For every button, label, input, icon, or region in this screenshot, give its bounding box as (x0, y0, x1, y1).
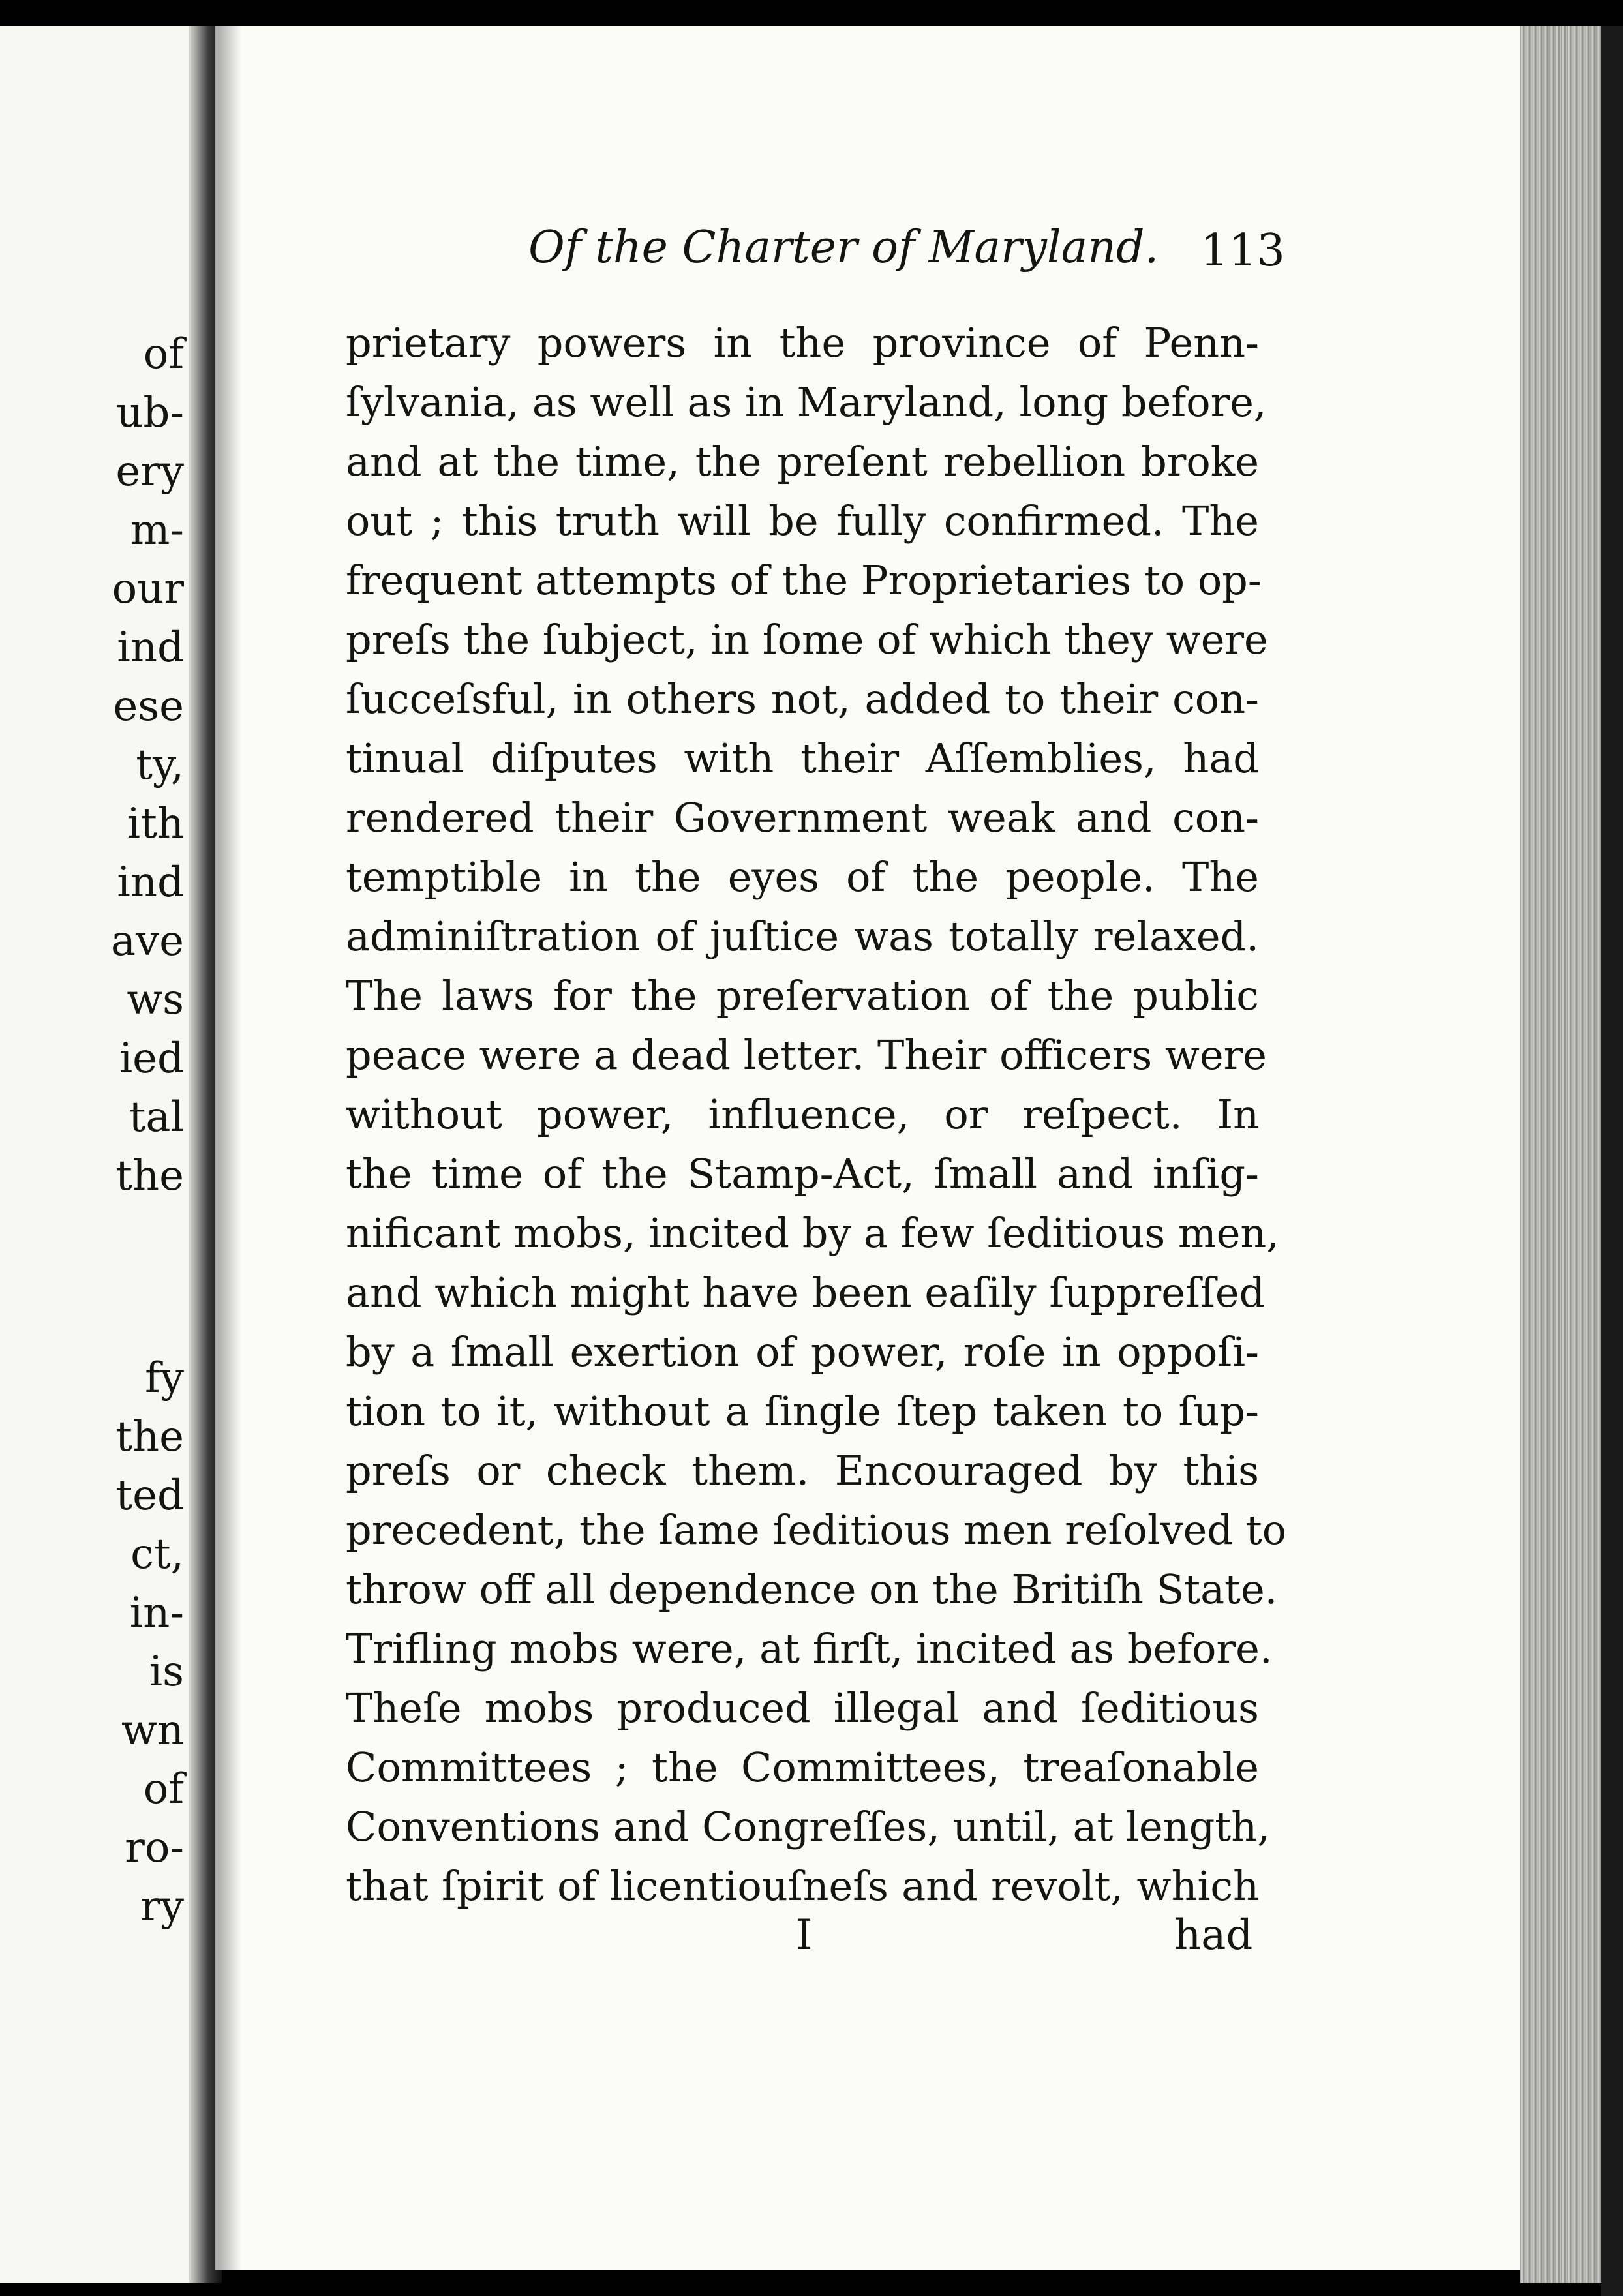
left-page-fragment: of (143, 1765, 184, 1813)
left-page-fragment: ted (115, 1472, 184, 1520)
left-facing-page (0, 26, 196, 2283)
text-line: The laws for the preſervation of the public (346, 972, 1259, 1020)
left-page-fragment: our (112, 565, 184, 613)
left-page-fragment: the (115, 1152, 184, 1200)
left-page-fragment: is (149, 1648, 184, 1696)
text-line: rendered their Government weak and con- (346, 794, 1259, 841)
text-line: out ; this truth will be fully confirmed. The (346, 497, 1259, 545)
left-page-fragment: ied (119, 1035, 184, 1083)
text-line: by a ſmall exertion of power, roſe in oppoſi- (346, 1328, 1259, 1376)
left-page-fragment: ct, (130, 1530, 184, 1578)
page-fore-edge (1520, 26, 1605, 2283)
text-line: peace were a dead letter. Their officers were (346, 1031, 1267, 1079)
text-line: prietary powers in the province of Penn- (346, 319, 1259, 367)
text-line: nificant mobs, incited by a few ſeditious men, (346, 1209, 1280, 1257)
text-line: Committees ; the Committees, treaſonable (346, 1744, 1259, 1791)
body-text (346, 313, 1287, 1916)
left-page-fragment: ery (115, 447, 184, 496)
running-head: Of the Charter of Maryland. (528, 222, 1159, 273)
left-page-fragment: the (115, 1413, 184, 1461)
text-line: adminiſtration of juſtice was totally relaxed. (346, 913, 1259, 960)
text-line: ſylvania, as well as in Maryland, long before, (346, 378, 1267, 426)
book-edge-dark (1601, 26, 1623, 2296)
left-page-fragment: ind (117, 624, 184, 672)
text-line: the time of the Stamp-Act, ſmall and inſig- (346, 1150, 1259, 1198)
text-line: tion to it, without a ſingle ſtep taken to ſup- (346, 1387, 1259, 1435)
left-page-fragment: ith (127, 800, 184, 848)
left-page-fragment: wn (121, 1706, 184, 1755)
text-line: that ſpirit of licentiouſneſs and revolt, which (346, 1862, 1259, 1910)
left-page-fragment: ry (140, 1882, 184, 1931)
text-line: temptible in the eyes of the people. The (346, 853, 1259, 901)
text-line: frequent attempts of the Proprietaries to op- (346, 556, 1262, 604)
left-page-fragment: ub- (116, 389, 184, 437)
text-line: tinual diſputes with their Aſſemblies, had (346, 734, 1259, 782)
text-line: Trifling mobs were, at firſt, incited as before. (346, 1625, 1273, 1672)
page-binding-shadow (215, 26, 241, 2270)
left-page-fragment: tal (129, 1093, 184, 1141)
text-line: and at the time, the preſent rebellion broke (346, 438, 1259, 485)
text-line: Theſe mobs produced illegal and ſeditious (346, 1684, 1259, 1732)
left-page-fragment: in- (129, 1589, 184, 1637)
text-line: Conventions and Congreſſes, until, at length, (346, 1803, 1270, 1850)
signature-mark: I (796, 1911, 813, 1959)
left-page-fragment: ty, (136, 741, 184, 789)
page-number: 113 (1200, 225, 1285, 277)
left-page-fragment: ese (113, 682, 184, 731)
text-line: precedent, the ſame ſeditious men reſolved to (346, 1506, 1287, 1554)
text-line: ſucceſsful, in others not, added to their con- (346, 675, 1259, 723)
left-page-fragment: of (143, 330, 184, 378)
left-page-fragment: ws (127, 976, 184, 1024)
text-line: preſs or check them. Encouraged by this (346, 1447, 1259, 1494)
text-line: and which might have been eaſily ſuppreſſed (346, 1269, 1266, 1316)
text-line: throw off all dependence on the Britiſh State. (346, 1565, 1278, 1613)
left-page-fragment: fy (145, 1354, 184, 1402)
left-page-fragment: ro- (125, 1824, 184, 1872)
text-line: preſs the ſubject, in ſome of which they were (346, 616, 1268, 663)
catchword: had (1174, 1911, 1253, 1959)
left-page-fragment: ind (117, 858, 184, 907)
text-line: without power, influence, or reſpect. In (346, 1091, 1259, 1138)
left-page-fragment: m- (130, 506, 184, 554)
left-page-fragment: ave (110, 917, 184, 965)
